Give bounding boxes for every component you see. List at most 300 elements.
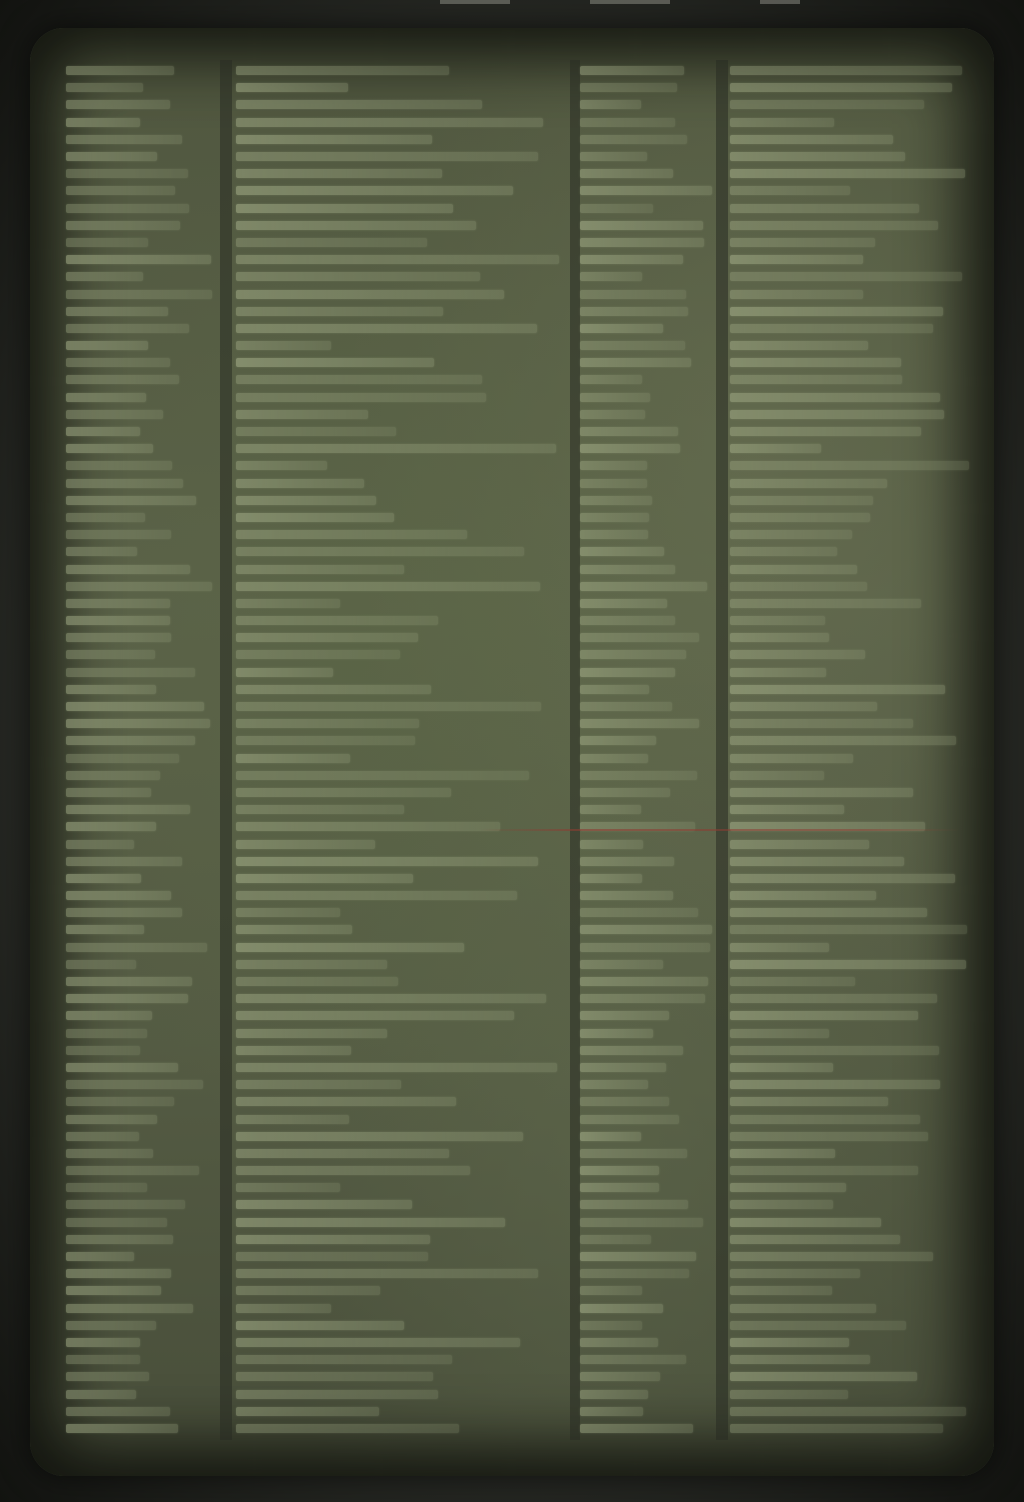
illegible-text: [730, 1029, 829, 1038]
text-line: [66, 612, 216, 629]
illegible-text: [730, 341, 868, 350]
text-line: [580, 990, 715, 1007]
illegible-text: [580, 272, 642, 281]
illegible-text: [236, 186, 513, 195]
illegible-text: [580, 1115, 679, 1124]
text-line: [66, 268, 216, 285]
text-line: [66, 509, 216, 526]
text-line: [730, 423, 970, 440]
illegible-text: [66, 1286, 161, 1295]
illegible-text: [66, 908, 182, 917]
text-line: [236, 234, 566, 251]
illegible-text: [236, 66, 449, 75]
text-line: [66, 1128, 216, 1145]
illegible-text: [66, 83, 143, 92]
illegible-text: [730, 290, 863, 299]
text-line: [236, 578, 566, 595]
illegible-text: [66, 324, 189, 333]
illegible-text: [730, 599, 921, 608]
text-line: [580, 1179, 715, 1196]
text-line: [580, 681, 715, 698]
text-line: [236, 1334, 566, 1351]
illegible-text: [730, 857, 904, 866]
text-line: [580, 664, 715, 681]
illegible-text: [730, 513, 870, 522]
illegible-text: [66, 565, 190, 574]
illegible-text: [66, 427, 140, 436]
text-line: [66, 371, 216, 388]
text-line: [580, 939, 715, 956]
illegible-text: [730, 1321, 906, 1330]
text-line: [236, 492, 566, 509]
illegible-text: [236, 272, 480, 281]
text-line: [236, 1110, 566, 1127]
illegible-text: [66, 685, 156, 694]
text-line: [236, 990, 566, 1007]
text-line: [66, 1300, 216, 1317]
text-line: [66, 698, 216, 715]
text-line: [730, 492, 970, 509]
text-line: [730, 406, 970, 423]
text-line: [580, 285, 715, 302]
text-line: [236, 320, 566, 337]
text-line: [236, 1368, 566, 1385]
illegible-text: [236, 925, 352, 934]
illegible-text: [66, 1407, 170, 1416]
text-line: [730, 1300, 970, 1317]
illegible-text: [730, 754, 853, 763]
illegible-text: [66, 943, 207, 952]
text-line: [730, 750, 970, 767]
illegible-text: [66, 375, 179, 384]
illegible-text: [66, 771, 160, 780]
text-line: [580, 303, 715, 320]
illegible-text: [580, 582, 707, 591]
text-line: [730, 939, 970, 956]
text-line: [730, 234, 970, 251]
text-line: [580, 131, 715, 148]
illegible-text: [580, 1029, 653, 1038]
text-line: [66, 303, 216, 320]
text-line: [580, 268, 715, 285]
illegible-text: [66, 1235, 173, 1244]
illegible-text: [236, 410, 368, 419]
text-line: [66, 1403, 216, 1420]
text-line: [236, 526, 566, 543]
text-line: [580, 1403, 715, 1420]
text-line: [580, 217, 715, 234]
illegible-text: [236, 479, 364, 488]
text-line: [730, 457, 970, 474]
illegible-text: [580, 685, 649, 694]
illegible-text: [66, 1011, 152, 1020]
text-line: [730, 79, 970, 96]
text-line: [236, 1300, 566, 1317]
illegible-text: [236, 1115, 349, 1124]
text-line: [66, 818, 216, 835]
text-line: [580, 646, 715, 663]
illegible-text: [580, 1304, 663, 1313]
text-line: [730, 1025, 970, 1042]
text-line: [236, 835, 566, 852]
text-line: [580, 475, 715, 492]
illegible-text: [66, 1304, 193, 1313]
text-line: [66, 750, 216, 767]
illegible-text: [236, 358, 434, 367]
text-line: [236, 560, 566, 577]
text-line: [66, 578, 216, 595]
text-line: [66, 354, 216, 371]
text-line: [730, 887, 970, 904]
illegible-text: [236, 840, 375, 849]
illegible-text: [236, 565, 404, 574]
illegible-text: [66, 169, 188, 178]
text-line: [66, 114, 216, 131]
text-line: [236, 870, 566, 887]
text-line: [580, 1265, 715, 1282]
text-line: [66, 320, 216, 337]
text-line: [66, 251, 216, 268]
text-line: [730, 870, 970, 887]
text-line: [730, 646, 970, 663]
text-line: [580, 1007, 715, 1024]
text-line: [236, 1145, 566, 1162]
illegible-text: [730, 255, 863, 264]
text-line: [66, 887, 216, 904]
text-line: [236, 251, 566, 268]
text-line: [580, 1162, 715, 1179]
illegible-text: [236, 118, 543, 127]
illegible-text: [580, 479, 647, 488]
text-line: [66, 217, 216, 234]
text-line: [236, 354, 566, 371]
text-line: [236, 285, 566, 302]
illegible-text: [580, 633, 699, 642]
illegible-text: [580, 410, 645, 419]
illegible-text: [236, 1149, 449, 1158]
illegible-text: [66, 1063, 178, 1072]
text-line: [730, 921, 970, 938]
illegible-text: [580, 1355, 686, 1364]
text-line: [730, 612, 970, 629]
text-line: [236, 904, 566, 921]
illegible-text: [236, 290, 504, 299]
illegible-text: [730, 1183, 846, 1192]
text-line: [236, 1214, 566, 1231]
illegible-text: [580, 994, 705, 1003]
illegible-text: [730, 1338, 849, 1347]
text-line: [236, 96, 566, 113]
illegible-text: [730, 1286, 832, 1295]
text-line: [730, 1093, 970, 1110]
illegible-text: [730, 272, 962, 281]
illegible-text: [730, 1063, 833, 1072]
text-line: [66, 131, 216, 148]
illegible-text: [580, 943, 710, 952]
text-line: [730, 818, 970, 835]
text-line: [66, 784, 216, 801]
illegible-text: [236, 221, 476, 230]
illegible-text: [236, 650, 400, 659]
text-line: [580, 543, 715, 560]
text-line: [66, 440, 216, 457]
illegible-text: [730, 1424, 943, 1433]
text-line: [580, 165, 715, 182]
text-line: [730, 62, 970, 79]
illegible-text: [66, 479, 183, 488]
text-line: [66, 1162, 216, 1179]
illegible-text: [236, 960, 387, 969]
illegible-text: [580, 1046, 683, 1055]
illegible-text: [66, 754, 179, 763]
text-line: [66, 715, 216, 732]
text-line: [580, 818, 715, 835]
illegible-text: [236, 1132, 523, 1141]
text-line: [66, 629, 216, 646]
illegible-text: [66, 410, 163, 419]
text-line: [66, 1196, 216, 1213]
text-line: [730, 96, 970, 113]
text-line: [66, 1145, 216, 1162]
illegible-text: [236, 1080, 401, 1089]
illegible-text: [66, 221, 180, 230]
illegible-text: [730, 1407, 966, 1416]
illegible-text: [236, 702, 541, 711]
text-line: [236, 698, 566, 715]
text-line: [730, 320, 970, 337]
illegible-text: [730, 375, 902, 384]
illegible-text: [580, 719, 699, 728]
illegible-text: [236, 513, 394, 522]
illegible-text: [66, 702, 204, 711]
text-line: [236, 1248, 566, 1265]
text-line: [66, 423, 216, 440]
text-line: [236, 595, 566, 612]
illegible-text: [730, 633, 829, 642]
illegible-text: [66, 1097, 174, 1106]
text-line: [580, 1385, 715, 1402]
text-line: [236, 818, 566, 835]
column-gutter: [570, 60, 580, 1440]
illegible-text: [730, 582, 867, 591]
illegible-text: [236, 547, 524, 556]
illegible-text: [66, 840, 134, 849]
text-line: [730, 904, 970, 921]
illegible-text: [66, 1029, 147, 1038]
illegible-text: [730, 444, 821, 453]
illegible-text: [236, 1063, 557, 1072]
text-line: [730, 956, 970, 973]
text-line: [580, 956, 715, 973]
text-line: [236, 543, 566, 560]
illegible-text: [580, 324, 663, 333]
illegible-text: [730, 891, 876, 900]
text-line: [66, 1334, 216, 1351]
text-line: [580, 457, 715, 474]
illegible-text: [66, 530, 171, 539]
illegible-text: [580, 565, 675, 574]
illegible-text: [730, 66, 962, 75]
illegible-text: [730, 479, 887, 488]
illegible-text: [730, 1304, 876, 1313]
text-line: [66, 389, 216, 406]
text-line: [730, 165, 970, 182]
illegible-text: [730, 1080, 940, 1089]
text-line: [580, 1248, 715, 1265]
illegible-text: [236, 375, 482, 384]
illegible-text: [66, 358, 170, 367]
illegible-text: [236, 1286, 380, 1295]
text-line: [66, 853, 216, 870]
text-line: [580, 1076, 715, 1093]
text-line: [66, 835, 216, 852]
illegible-text: [236, 1252, 428, 1261]
illegible-text: [730, 530, 852, 539]
illegible-text: [730, 943, 829, 952]
text-line: [236, 1042, 566, 1059]
text-line: [66, 1385, 216, 1402]
text-line: [580, 354, 715, 371]
text-column-1: [66, 62, 216, 1437]
illegible-text: [580, 1321, 642, 1330]
text-line: [66, 1265, 216, 1282]
text-line: [730, 664, 970, 681]
illegible-text: [66, 461, 172, 470]
text-line: [236, 423, 566, 440]
text-line: [236, 182, 566, 199]
text-line: [236, 939, 566, 956]
text-line: [730, 578, 970, 595]
illegible-text: [730, 169, 965, 178]
text-line: [580, 423, 715, 440]
illegible-text: [66, 805, 190, 814]
text-line: [580, 732, 715, 749]
illegible-text: [580, 1149, 687, 1158]
text-line: [730, 1128, 970, 1145]
illegible-text: [236, 582, 540, 591]
illegible-text: [236, 805, 404, 814]
text-line: [66, 96, 216, 113]
text-line: [580, 1093, 715, 1110]
text-line: [236, 784, 566, 801]
text-line: [730, 148, 970, 165]
text-line: [730, 1059, 970, 1076]
illegible-text: [66, 994, 188, 1003]
illegible-text: [580, 290, 686, 299]
illegible-text: [236, 427, 396, 436]
text-line: [730, 1162, 970, 1179]
illegible-text: [236, 307, 443, 316]
text-line: [730, 1420, 970, 1437]
illegible-text: [66, 891, 171, 900]
illegible-text: [66, 925, 144, 934]
illegible-text: [730, 1132, 928, 1141]
illegible-text: [236, 1011, 514, 1020]
illegible-text: [730, 358, 901, 367]
illegible-text: [236, 1200, 412, 1209]
text-line: [66, 732, 216, 749]
illegible-text: [730, 324, 933, 333]
illegible-text: [66, 255, 211, 264]
illegible-text: [66, 307, 168, 316]
illegible-text: [580, 1080, 648, 1089]
text-line: [236, 853, 566, 870]
illegible-text: [730, 238, 875, 247]
text-line: [580, 1282, 715, 1299]
illegible-text: [236, 152, 538, 161]
text-line: [730, 853, 970, 870]
illegible-text: [66, 582, 212, 591]
text-line: [580, 612, 715, 629]
text-line: [730, 509, 970, 526]
text-line: [580, 921, 715, 938]
text-line: [580, 320, 715, 337]
text-line: [236, 1420, 566, 1437]
illegible-text: [236, 1166, 470, 1175]
illegible-text: [66, 118, 140, 127]
illegible-text: [66, 513, 145, 522]
text-line: [236, 1128, 566, 1145]
illegible-text: [730, 1149, 835, 1158]
text-line: [730, 595, 970, 612]
text-line: [66, 285, 216, 302]
illegible-text: [730, 1097, 888, 1106]
text-line: [236, 148, 566, 165]
illegible-text: [580, 1252, 696, 1261]
text-line: [66, 990, 216, 1007]
illegible-text: [730, 908, 927, 917]
text-line: [730, 475, 970, 492]
text-line: [236, 767, 566, 784]
text-line: [580, 904, 715, 921]
illegible-text: [236, 496, 376, 505]
illegible-text: [580, 118, 675, 127]
text-line: [236, 1317, 566, 1334]
illegible-text: [580, 1011, 669, 1020]
illegible-text: [730, 547, 837, 556]
text-line: [236, 371, 566, 388]
text-line: [580, 698, 715, 715]
text-line: [236, 973, 566, 990]
text-line: [580, 1110, 715, 1127]
text-line: [236, 1231, 566, 1248]
illegible-text: [580, 66, 684, 75]
text-line: [66, 1059, 216, 1076]
illegible-text: [580, 221, 703, 230]
illegible-text: [580, 513, 649, 522]
text-line: [66, 956, 216, 973]
text-line: [580, 1334, 715, 1351]
illegible-text: [730, 1200, 833, 1209]
text-line: [730, 767, 970, 784]
text-line: [730, 131, 970, 148]
illegible-text: [66, 1080, 203, 1089]
illegible-text: [730, 1166, 918, 1175]
illegible-text: [236, 908, 340, 917]
text-line: [580, 560, 715, 577]
illegible-text: [730, 925, 967, 934]
illegible-text: [236, 169, 442, 178]
text-line: [236, 509, 566, 526]
text-line: [730, 1403, 970, 1420]
illegible-text: [66, 960, 136, 969]
text-line: [236, 79, 566, 96]
illegible-text: [66, 1390, 136, 1399]
illegible-text: [236, 1355, 452, 1364]
illegible-text: [730, 1011, 918, 1020]
text-line: [730, 560, 970, 577]
illegible-text: [236, 324, 537, 333]
